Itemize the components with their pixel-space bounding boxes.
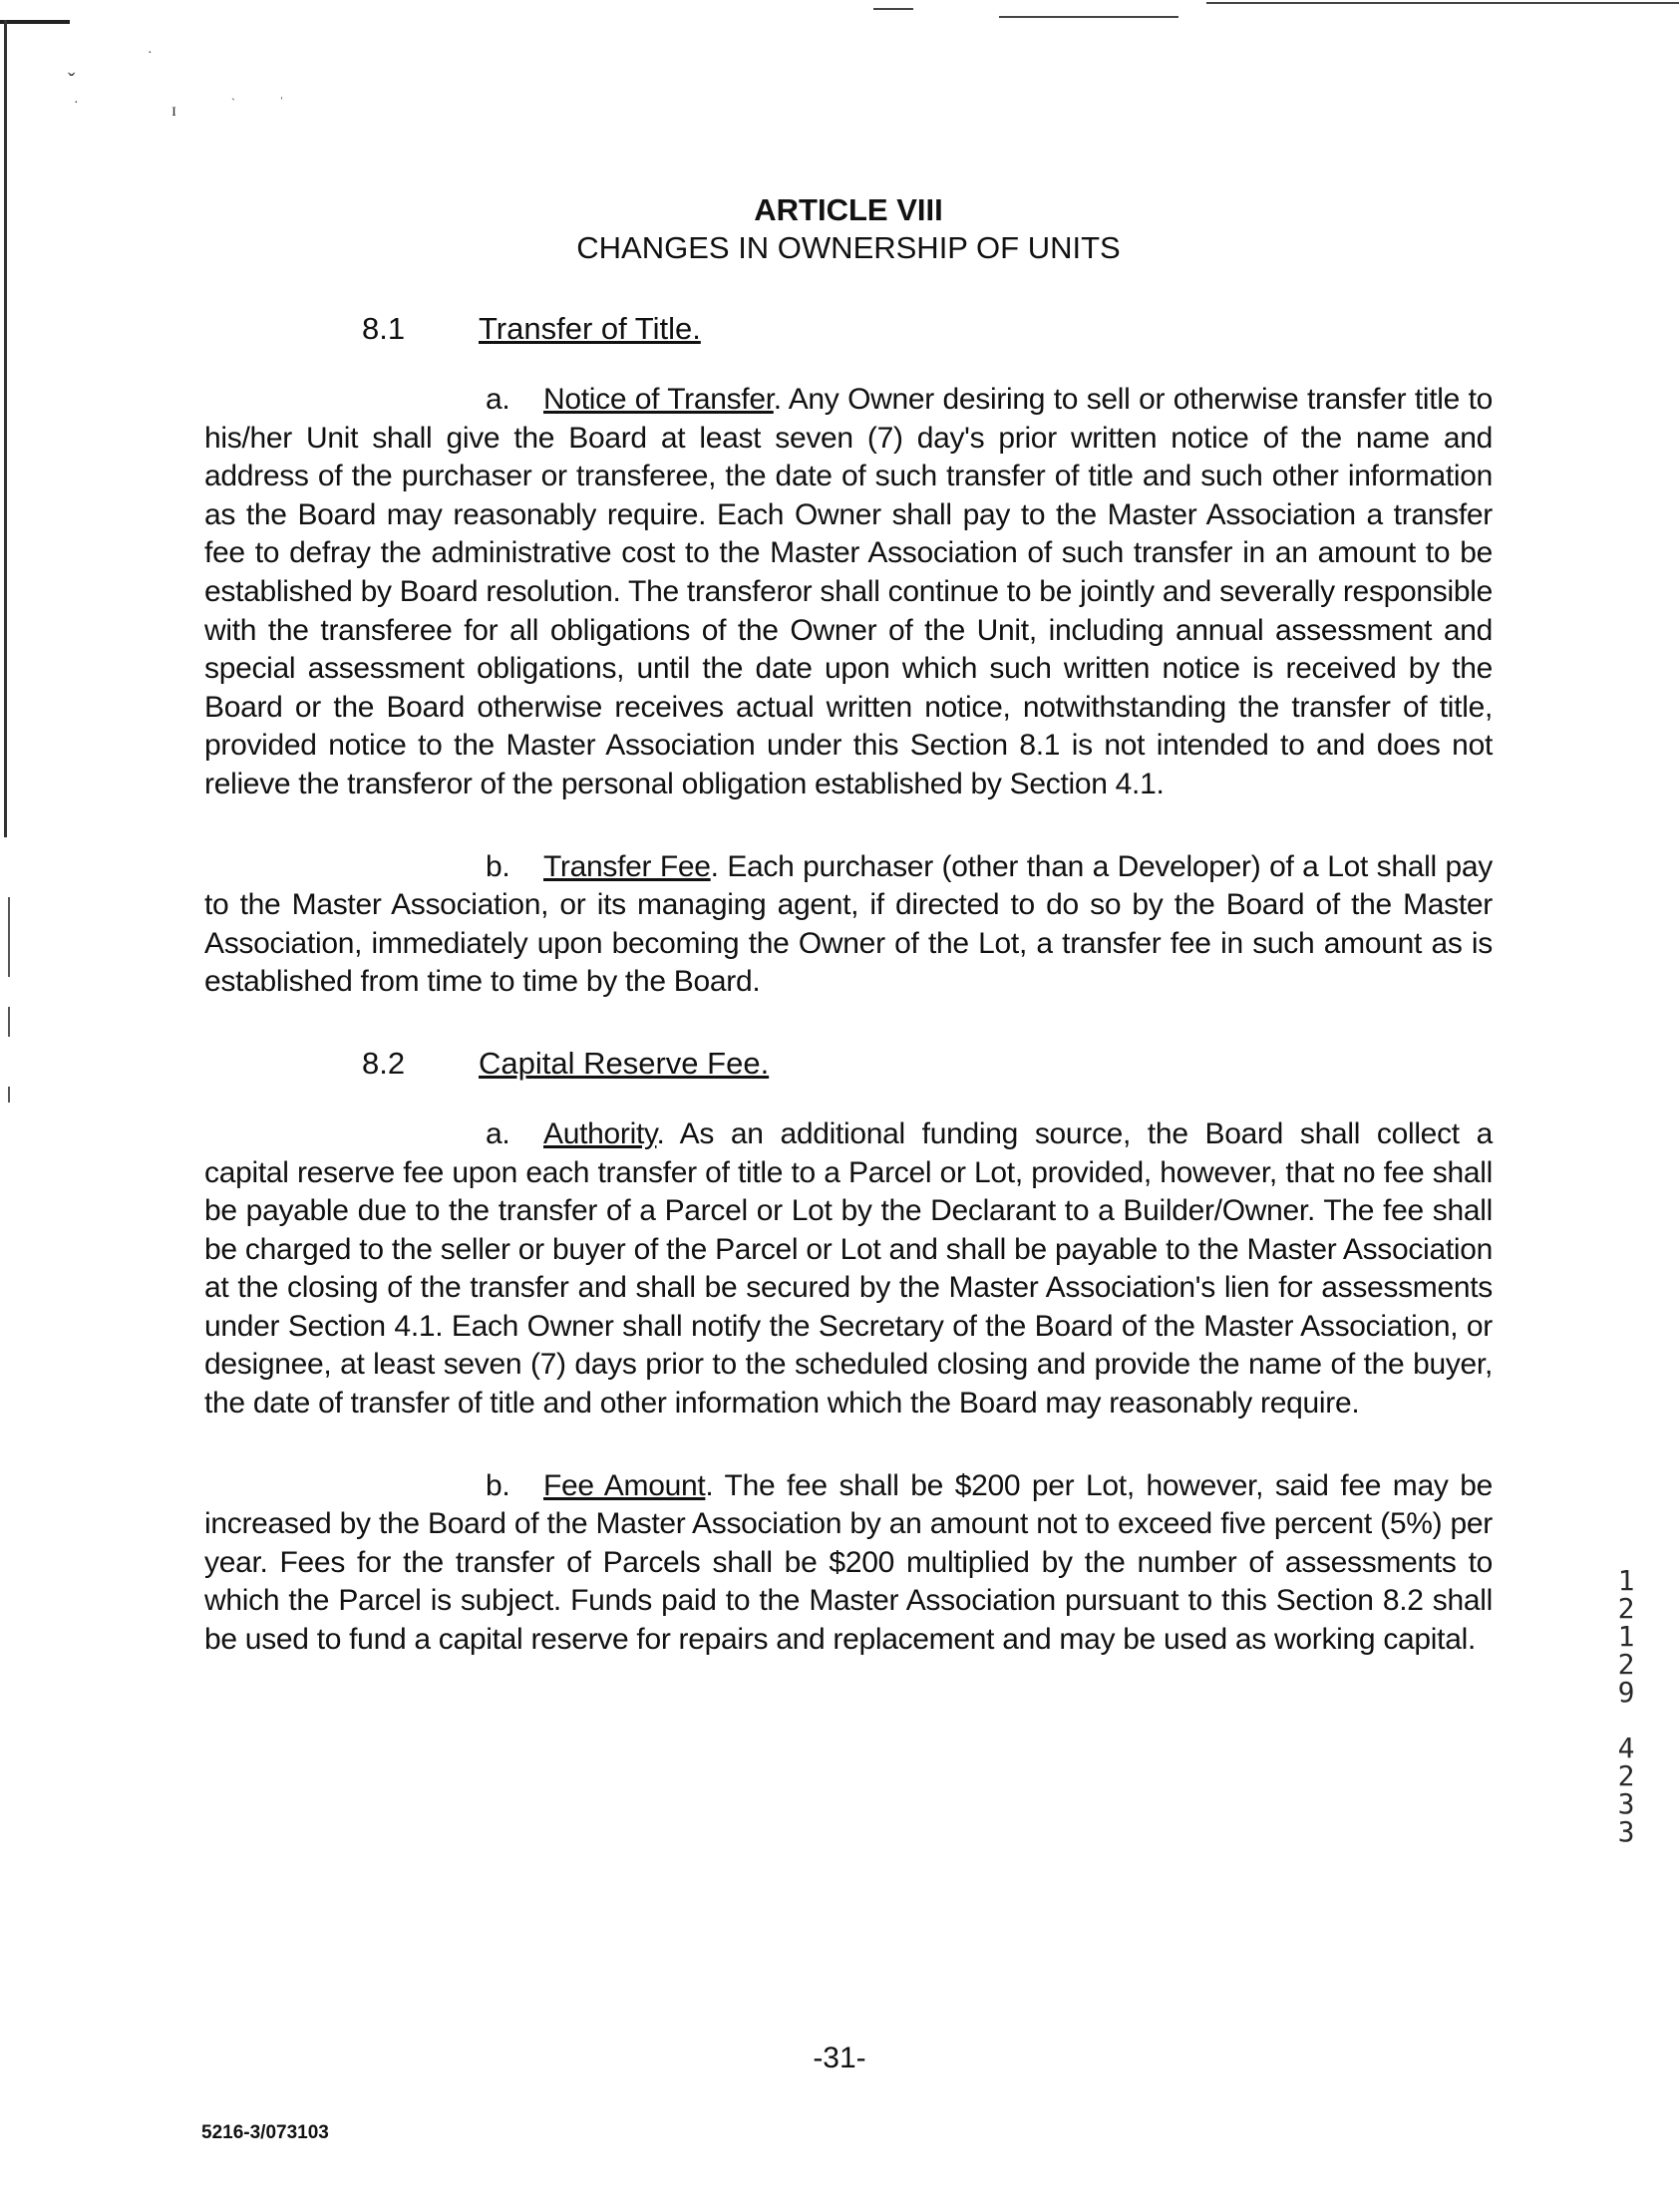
paragraph-text: . The fee shall be $200 per Lot, however, said fee may be increased by the Board of the Master Association by an amount not to exceed five percent (5%) per year. Fees for the transfer of Parcels shall be $200 multiplied by the number of assessments to which the Parcel is subject. Funds paid to the Master Association pursuant to this Section 8.2 shall be used to fund a capital reserve for repairs and replacement and may be used as working capital. (204, 1468, 1493, 1657)
stamp-digit: 9 (1617, 1676, 1635, 1709)
paragraph-label: a. (486, 1116, 510, 1150)
paragraph-text: . Any Owner desiring to sell or otherwise transfer title to his/her Unit shall give the Board at least seven (7) day's prior written notice of the name and address of the purchaser or transferee, the date of such transfer of title and such other information as the Board may reasonably require. Each Owner shall pay to the Master Association a transfer fee to defray the administrative cost to the Master Association of such transfer in an amount to be established by Board resolution. The transferor shall continue to be jointly and severally responsible with the transferee for all obligations of the Owner of the Unit, including annual assessment and special assessment obligations, until the date upon which such written notice is received by the Board or the Board otherwise receives actual written notice, notwithstanding the transfer of title, provided notice to the Master Association under this Section 8.1 is not intended to and does not relieve the transferor of the personal obligation established by Section 4.1. (204, 383, 1493, 800)
section-heading-8-1 (204, 311, 1493, 347)
stamp-digit: 4 (1617, 1732, 1635, 1764)
section-number: 8.2 (362, 1045, 406, 1081)
stamp-digit: 2 (1617, 1648, 1635, 1681)
scan-corner-mark-horizontal (0, 20, 70, 24)
section-number: 8.1 (362, 311, 406, 346)
scan-top-line (1206, 2, 1679, 4)
paragraph-label: b. (486, 1468, 510, 1502)
paragraph-label: b. (486, 849, 510, 883)
stamp-digit: 1 (1617, 1564, 1635, 1597)
section-title: Capital Reserve Fee. (479, 1045, 770, 1081)
stamp-digit: 1 (1617, 1620, 1635, 1653)
paragraph-8-2-b (204, 1467, 1493, 1660)
section-title: Transfer of Title. (479, 311, 701, 346)
paragraph-8-2-a (204, 1115, 1493, 1423)
article-title: CHANGES IN OWNERSHIP OF UNITS (576, 230, 1121, 265)
stamp-digit: 3 (1617, 1787, 1635, 1820)
document-body (204, 191, 1493, 1690)
recording-stamp (1611, 1564, 1641, 1848)
scan-top-line (873, 8, 913, 10)
paragraph-text: . As an additional funding source, the Board shall collect a capital reserve fee upon each transfer of title to a Parcel or Lot, provided, however, that no fee shall be payable due to the transfer of a Parcel or Lot by the Declarant to a Builder/Owner. The fee shall be charged to the seller or buyer of the Parcel or Lot and shall be payable to the Master Association at the closing of the transfer and shall be secured by the Master Association's lien for assessments under Section 4.1. Each Owner shall notify the Secretary of the Board of the Master Association, or designee, at least seven (7) days prior to the scheduled closing and provide the name of the buyer, the date of transfer of title and other information which the Board may reasonably require. (204, 1116, 1493, 1421)
paragraph-8-1-a (204, 381, 1493, 804)
stamp-digit: 3 (1617, 1815, 1635, 1848)
paragraph-8-1-b (204, 848, 1493, 1002)
article-heading (204, 191, 1493, 267)
scan-left-tick (8, 1007, 10, 1037)
section-heading-8-2 (204, 1046, 1493, 1082)
document-code: 5216-3/073103 (201, 2122, 329, 2143)
paragraph-title: Transfer Fee (543, 849, 711, 883)
scan-top-line (999, 16, 1178, 18)
article-number: ARTICLE VIII (754, 192, 943, 227)
paragraph-text: . Each purchaser (other than a Developer) of a Lot shall pay to the Master Association, or its managing agent, if directed to do so by the Board of the Master Association, immediately upon becoming the Owner of the Lot, a transfer fee in such amount as is established from time to time by the Board. (204, 849, 1493, 999)
scan-speck: ˇ (68, 68, 76, 93)
scan-left-tick (8, 897, 10, 977)
stamp-digit: 2 (1617, 1759, 1635, 1792)
stamp-digit: 2 (1617, 1592, 1635, 1625)
page-number: -31- (813, 2042, 866, 2074)
scan-speck: ɪ (171, 100, 177, 120)
scan-speck: · (148, 46, 153, 61)
paragraph-title: Authority (543, 1116, 657, 1150)
scan-left-edge-line (4, 20, 7, 837)
scan-speck: ˋ (231, 96, 235, 110)
paragraph-title: Fee Amount (543, 1468, 706, 1502)
scan-left-tick (8, 1087, 10, 1103)
paragraph-title: Notice of Transfer (543, 383, 774, 416)
paragraph-label: a. (486, 383, 510, 416)
scan-speck: · (74, 96, 79, 111)
scan-speck: ˈ (279, 96, 284, 111)
